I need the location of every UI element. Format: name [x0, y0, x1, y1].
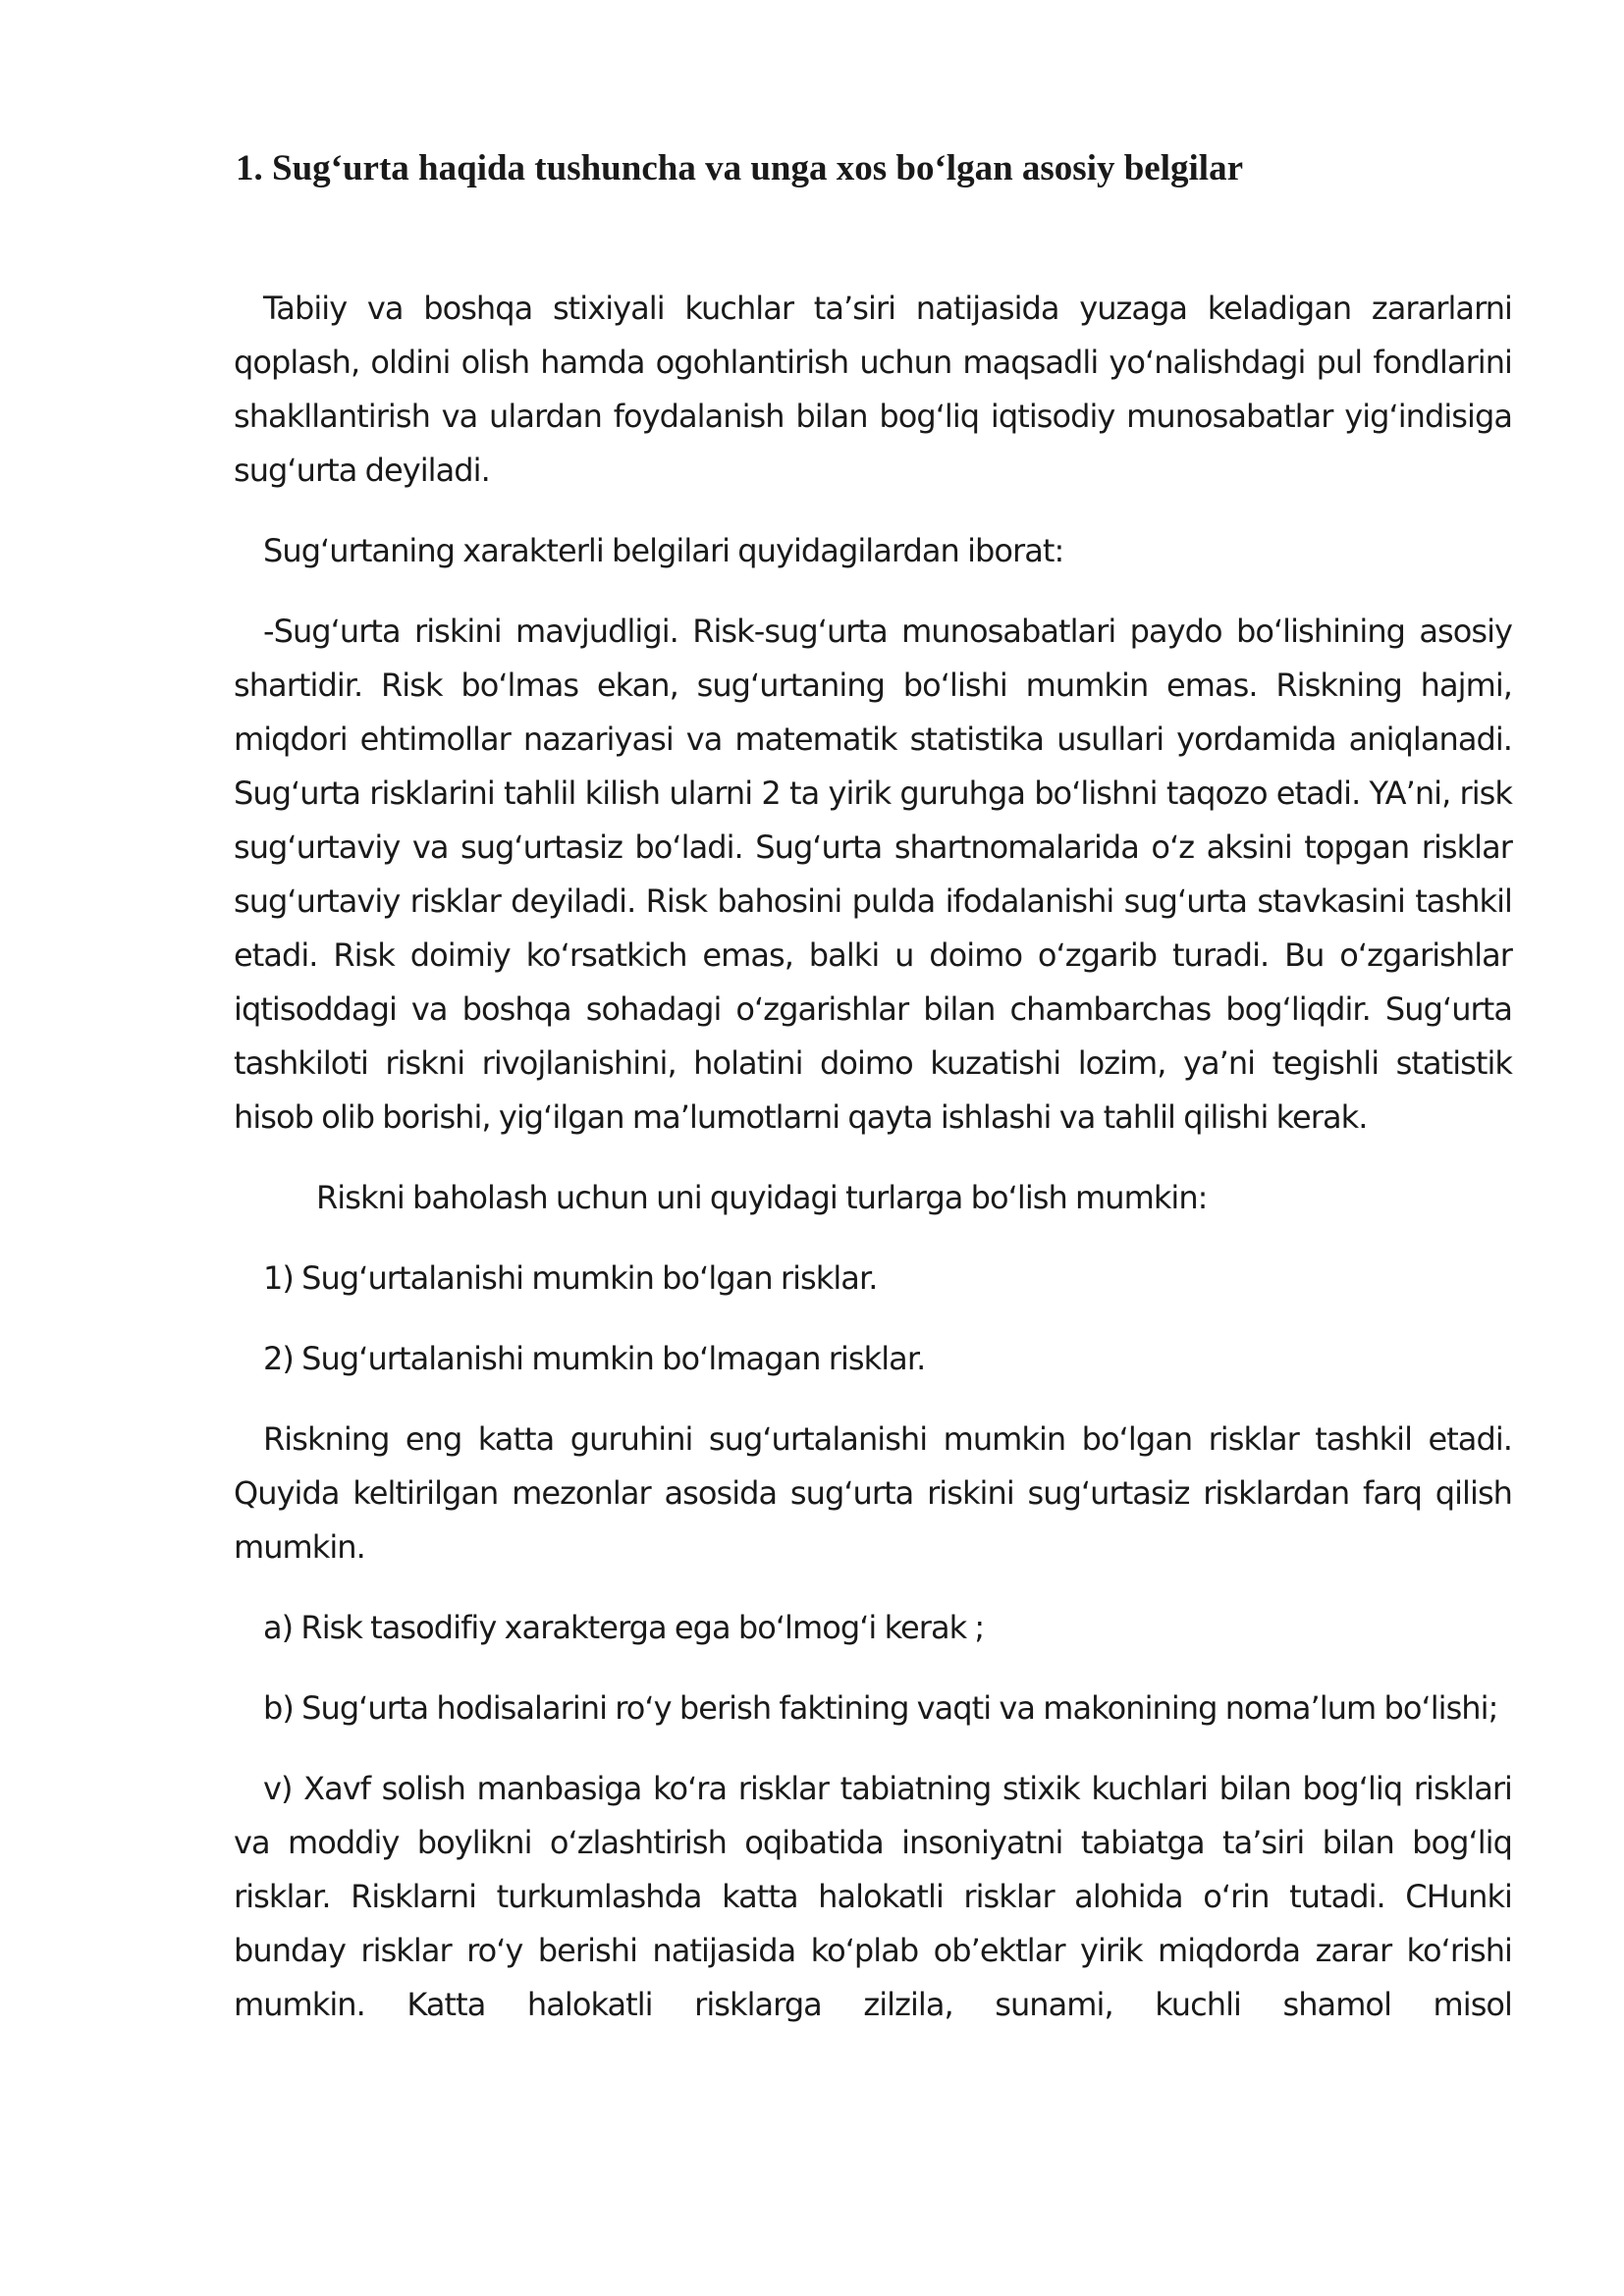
list-item-insurable-risks: 1) Sug‘urtalanishi mumkin bo‘lgan risklar. — [263, 1259, 878, 1297]
paragraph-features-intro: Sug‘urtaning xarakterli belgilari quyidagilardan iborat: — [263, 532, 1064, 569]
list-item-criterion-b: b) Sug‘urta hodisalarini ro‘y berish faktining vaqti va makonining noma’lum bo‘lishi; — [263, 1689, 1498, 1727]
paragraph-risk-existence: -Sug‘urta riskini mavjudligi. Risk-sug‘urta munosabatlari paydo bo‘lishining asosiy shartidir. Risk bo‘lmas ekan, sug‘urtaning bo‘lishi mumkin emas. Riskning hajmi, miqdori ehtimollar nazariyasi va matematik statistika usullari yordamida aniqlanadi. Sug‘urta risklarini tahlil kilish ularni 2 ta yirik guruhga bo‘lishni taqozo etadi. YA’ni, risk sug‘urtaviy va sug‘urtasiz bo‘ladi. Sug‘urta shartnomalarida o‘z aksini topgan risklar sug‘urtaviy risklar deyiladi. Risk bahosini pulda ifodalanishi sug‘urta stavkasini tashkil etadi. Risk doimiy ko‘rsatkich emas, balki u doimo o‘zgarib turadi. Bu o‘zgarishlar iqtisoddagi va boshqa sohadagi o‘zgarishlar bilan chambarchas bog‘liqdir. Sug‘urta tashkiloti riskni rivojlanishini, holatini doimo kuzatishi lozim, ya’ni tegishli statistik hisob olib borishi, yig‘ilgan ma’lumotlarni qayta ishlashi va tahlil qilishi kerak. — [234, 613, 1512, 1136]
document-body — [234, 282, 1512, 2058]
section-title: 1. Sug‘urta haqida tushuncha va unga xos bo‘lgan asosiy belgilar — [236, 148, 1243, 188]
list-item-uninsurable-risks: 2) Sug‘urtalanishi mumkin bo‘lmagan risklar. — [263, 1340, 926, 1377]
paragraph-definition: Tabiiy va boshqa stixiyali kuchlar ta’siri natijasida yuzaga keladigan zararlarni qoplash, oldini olish hamda ogohlantirish uchun maqsadli yo‘nalishdagi pul fondlarini shakllantirish va ulardan foydalanish bilan bog‘liq iqtisodiy munosabatlar yig‘indisiga sug‘urta deyiladi. — [234, 290, 1512, 489]
paragraph-risk-types-intro: Riskni baholash uchun uni quyidagi turlarga bo‘lish mumkin: — [316, 1179, 1208, 1216]
list-item-criterion-a: a) Risk tasodifiy xarakterga ega bo‘lmog‘i kerak ; — [263, 1609, 985, 1646]
paragraph-criteria-intro: Riskning eng katta guruhini sug‘urtalanishi mumkin bo‘lgan risklar tashkil etadi. Quyida keltirilgan mezonlar asosida sug‘urta riskini sug‘urtasiz risklardan farq qilish mumkin. — [234, 1420, 1512, 1566]
list-item-criterion-v: v) Xavf solish manbasiga ko‘ra risklar tabiatning stixik kuchlari bilan bog‘liq risklari va moddiy boylikni o‘zlashtirish oqibatida insoniyatni tabiatga ta’siri bilan bog‘liq risklar. Risklarni turkumlashda katta halokatli risklar alohida o‘rin tutadi. CHunki bunday risklar ro‘y berishi natijasida ko‘plab ob’ektlar yirik miqdorda zarar ko‘rishi mumkin. Katta halokatli risklarga zilzila, sunami, kuchli shamol misol — [234, 1770, 1512, 2023]
